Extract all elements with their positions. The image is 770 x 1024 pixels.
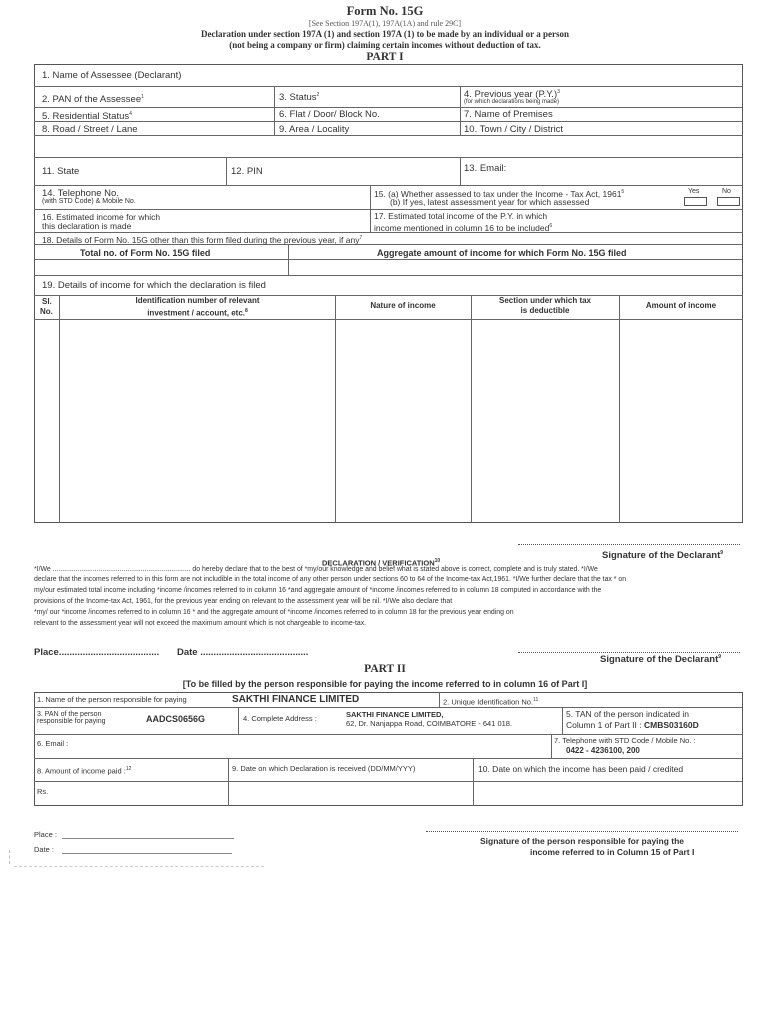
- field-status: 3. Status$^2$: [279, 92, 320, 104]
- p2-payer-name: SAKTHI FINANCE LIMITED: [232, 694, 360, 705]
- col-identification: Identification number of relevant: [135, 296, 260, 305]
- p2-address-line-2: 62, Dr. Nanjappa Road, COIMBATORE - 641 018.: [346, 719, 513, 728]
- col-amount: Amount of income: [645, 301, 717, 310]
- p2-address-line-1: SAKTHI FINANCE LIMITED,: [346, 710, 444, 719]
- declaration-heading-1: Declaration under section 197A (1) and section 197A (1) to be made by an individual or a person: [201, 29, 569, 39]
- p2-field-pan-label: 3. PAN of the person: [37, 711, 102, 718]
- field-assessed-to-tax: 15. (a) Whether assessed to tax under the Income - Tax Act, 1961$^5$: [374, 188, 625, 199]
- p2-field-address-label: 4. Complete Address :: [243, 714, 317, 723]
- field-estimated-income: 16. Estimated income for which: [42, 212, 161, 222]
- col-identification-2: investment / account, etc.$^8$: [147, 308, 248, 318]
- declaration-line-4: provisions of the Income-tax Act, 1961, for the previous year ending on relevant to the assessment year will be nil. *I/We also declare that: [34, 598, 453, 605]
- field-town-city: 10. Town / City / District: [464, 124, 564, 135]
- p2-field-telephone: 7. Telephone with STD Code / Mobile No. :: [554, 736, 696, 745]
- declaration-line-2: declare that the incomes referred to in this form are not includible in the total income of any other person under sections 60 to 64 of the Income-tax Act,1961. *I/We further declare that the tax * on: [34, 576, 627, 583]
- p2-field-date-received: 9. Date on which Declaration is received (DD/MM/YYY): [232, 764, 416, 773]
- field-form15g-details: 18. Details of Form No. 15G other than this form filed during the previous year, if any$^7$: [42, 234, 363, 245]
- field-telephone: 14. Telephone No.: [42, 188, 119, 199]
- part1-heading: PART I: [366, 51, 404, 63]
- declaration-verification-heading: DECLARATION / VERIFICATION$^{10}$: [322, 558, 441, 568]
- p2-field-payer-name-label: 1. Name of the person responsible for paying: [37, 695, 187, 704]
- col-aggregate-amount: Aggregate amount of income for which Form No. 15G filed: [377, 248, 627, 258]
- field-latest-assessment-year: (b) If yes, latest assessment year for which assessed: [390, 197, 590, 207]
- field-estimated-total-income: 17. Estimated total income of the P.Y. in which: [374, 211, 548, 221]
- field-pan: 2. PAN of the Assessee$^1$: [42, 94, 144, 106]
- field-name-of-assessee: 1. Name of Assessee (Declarant): [42, 70, 182, 81]
- p2-pan-value: AADCS0656G: [146, 714, 206, 724]
- p2-field-amount-paid: 8. Amount of income paid :$^{12}$: [37, 766, 132, 776]
- scan-mark: [9, 850, 11, 864]
- p2-signature-line-2: income referred to in Column 15 of Part I: [530, 847, 695, 857]
- field-income-details: 19. Details of income for which the declaration is filed: [42, 280, 266, 291]
- p2-date-label: Date :: [34, 845, 55, 854]
- part2-heading: PART II: [364, 663, 406, 675]
- col-section: Section under which tax: [498, 296, 591, 305]
- p2-field-uin: 2. Unique Identification No.$^{11}$: [443, 697, 539, 707]
- declaration-line-3: my/our estimated total income including *income /incomes referred to in column 16 *and aggregate amount of *income /incomes referred to in column 18 computed in accordance with the: [34, 587, 602, 594]
- col-section-2: is deductible: [520, 306, 570, 315]
- p2-field-tan: 5. TAN of the person indicated in: [566, 709, 690, 719]
- field-estimated-income-2: this declaration is made: [42, 221, 132, 231]
- assessed-yes-label: Yes: [688, 188, 700, 195]
- declaration-line-5: *my/ our *income /incomes referred to in column 16 * and the aggregate amount of *income /incomes referred to in column 18 for the previous year ending on: [34, 609, 514, 616]
- date-field[interactable]: Date .........................................: [177, 647, 309, 658]
- col-total-forms: Total no. of Form No. 15G filed: [80, 248, 211, 258]
- signature-of-declarant-1: Signature of the Declarant$^9$: [602, 550, 724, 562]
- field-flat-door: 6. Flat / Door/ Block No.: [279, 109, 380, 120]
- p2-field-tan-2: Column 1 of Part II : CMBS03160D: [566, 720, 699, 730]
- declaration-line-6: relevant to the assessment year will not exceed the maximum amount which is not chargeable to income-tax.: [34, 620, 367, 627]
- declaration-heading-2: (not being a company or firm) claiming certain incomes without deduction of tax.: [229, 40, 541, 50]
- p2-field-pan-label-2: responsible for paying: [37, 718, 106, 725]
- field-premises: 7. Name of Premises: [464, 109, 553, 120]
- field-state: 11. State: [42, 166, 80, 177]
- p2-field-date-paid: 10. Date on which the income has been paid / credited: [478, 764, 684, 774]
- part2-subtitle: [To be filled by the person responsible for paying the income referred to in column 16 of Part I]: [182, 679, 588, 689]
- p2-telephone-value: 0422 - 4236100, 200: [566, 746, 640, 755]
- col-sl: Sl.: [42, 297, 52, 306]
- field-email: 13. Email:: [464, 163, 507, 174]
- col-nature-of-income: Nature of income: [370, 301, 436, 310]
- signature-of-declarant-2: Signature of the Declarant$^9$: [600, 654, 722, 666]
- field-pin: 12. PIN: [231, 166, 263, 177]
- declaration-line-1: *I/We ........................................................................ do hereby declare that to the best of *my/our knowledge and belief what is stated above is correct, complete and is truly stated. *I/We: [34, 566, 598, 573]
- field-previous-year-note: (for which declarations being made): [464, 99, 560, 105]
- p2-place-label: Place :: [34, 830, 57, 839]
- assessed-no-checkbox[interactable]: [717, 197, 740, 206]
- form-title: Form No. 15G: [346, 4, 424, 18]
- field-road-street: 8. Road / Street / Lane: [42, 124, 138, 135]
- field-area-locality: 9. Area / Locality: [279, 124, 350, 135]
- assessed-yes-checkbox[interactable]: [684, 197, 707, 206]
- p2-signature-line-1: Signature of the person responsible for paying the: [480, 836, 685, 846]
- field-residential-status: 5. Residential Status$^4$: [42, 111, 132, 123]
- place-field[interactable]: Place......................................: [34, 647, 160, 658]
- p2-field-email: 6. Email :: [37, 739, 69, 748]
- col-no: No.: [40, 307, 53, 316]
- field-previous-year: 4. Previous year $(P.Y.)^3$: [464, 89, 560, 101]
- form-subtitle: [See Section 197A(1), 197A(1A) and rule 29C]: [308, 19, 462, 28]
- p2-tan-value: CMBS03160D: [643, 720, 699, 730]
- part1-box: [34, 64, 743, 523]
- p2-rs-label: Rs.: [37, 787, 49, 796]
- field-telephone-note: (with STD Code) & Mobile No.: [42, 198, 136, 205]
- assessed-no-label: No: [722, 188, 731, 195]
- field-estimated-total-income-2: income mentioned in column 16 to be included$^6$: [374, 222, 553, 233]
